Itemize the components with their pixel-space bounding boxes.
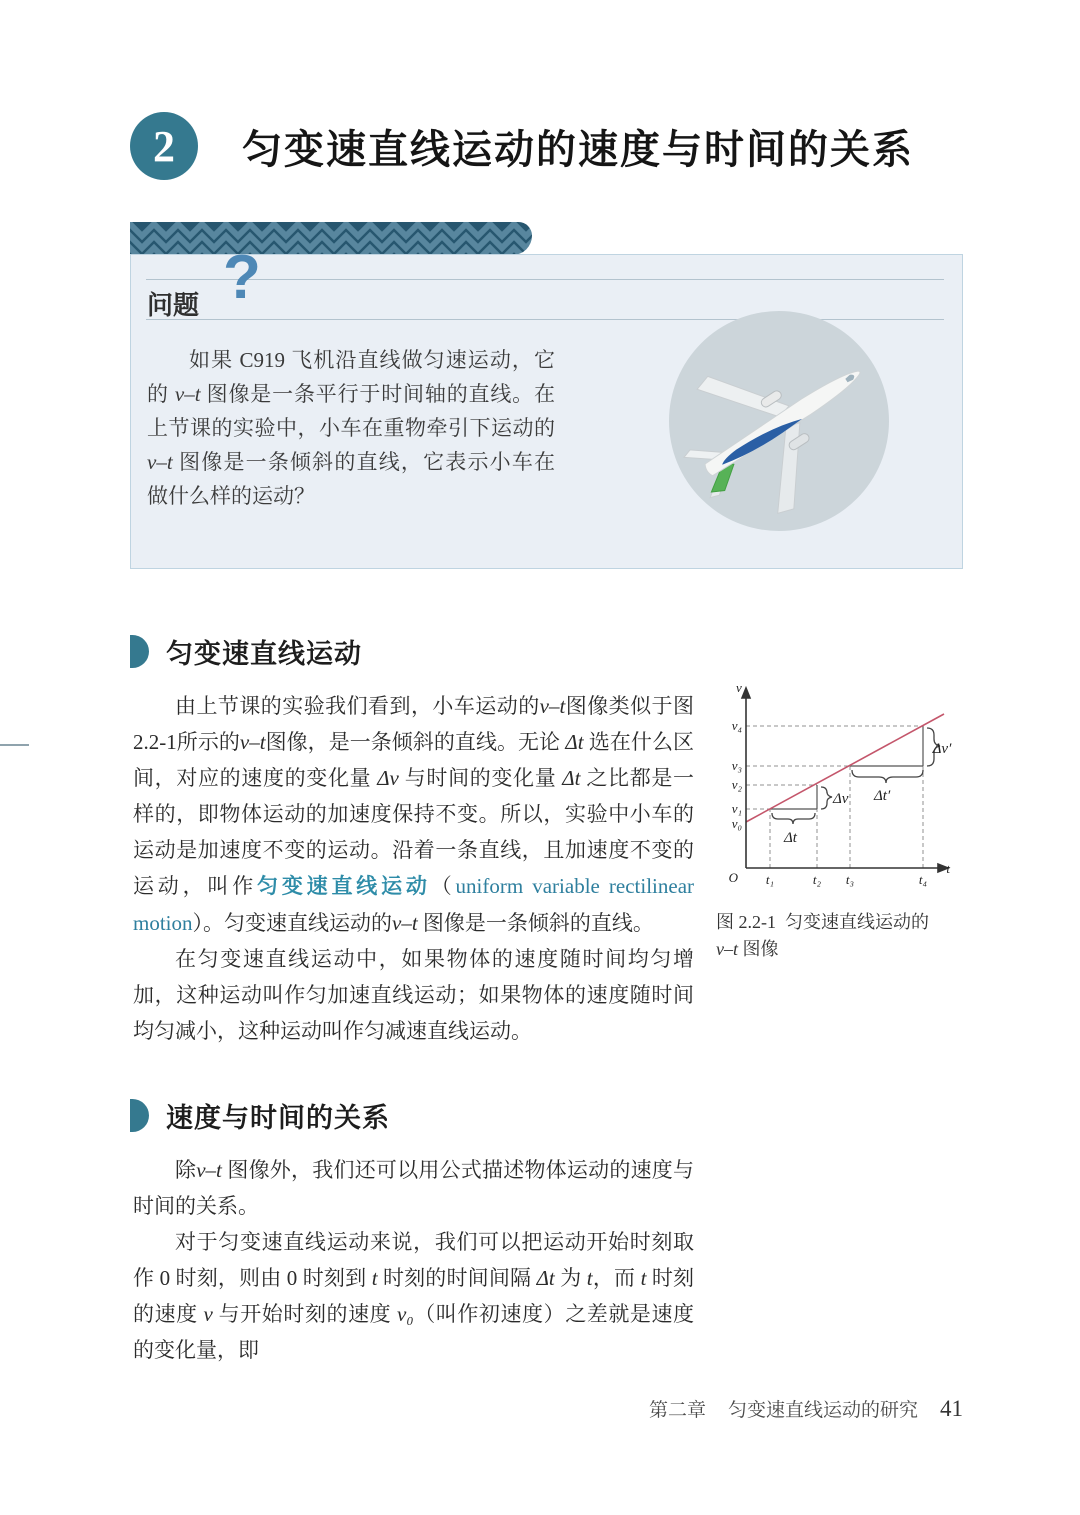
paragraph: 除v–t 图像外，我们还可以用公式描述物体运动的速度与时间的关系。 <box>133 1158 695 1218</box>
delta-t-label: Δt <box>784 830 797 846</box>
c919-airplane-illustration <box>669 311 889 531</box>
divider <box>146 279 944 280</box>
chapter-number-badge: 2 <box>130 112 198 180</box>
section2-body <box>133 1152 694 1368</box>
x-axis-label: t <box>946 861 950 876</box>
section-heading-velocity-time: 速度与时间的关系 <box>130 1096 390 1135</box>
delta-v-label: Δv <box>833 791 849 807</box>
x-tick: t₁ <box>765 872 775 887</box>
y-tick: v₀ <box>731 816 742 831</box>
x-tick: t₄ <box>918 872 928 887</box>
margin-mark-decoration <box>0 744 29 746</box>
x-tick: t₂ <box>812 872 822 887</box>
question-mark-icon: ? <box>223 243 261 312</box>
delta-v-prime-label: Δv′ <box>932 741 952 757</box>
chevron-pattern-icon <box>130 222 532 255</box>
paragraph: 在匀变速直线运动中，如果物体的速度随时间均匀增加，这种运动叫作匀加速直线运动；如果物体的速度随时间均匀减小，这种运动叫作匀减速直线运动。 <box>133 947 694 1043</box>
paragraph: 由上节课的实验我们看到，小车运动的v–t图像类似于图2.2-1所示的v–t图像，是一条倾斜的直线。无论 Δt 选在什么区间，对应的速度的变化量 Δv 与时间的变化量 Δt 之比都是一样的，即物体运动的加速度保持不变。所以，实验中小车的运动是加速度不变的运动。沿着一条直线，且加速度不变的运动，叫作匀变速直线运动（uniform variable rectilinear motion）。匀变速直线运动的v–t 图像是一条倾斜的直线。 <box>133 694 695 935</box>
page-number: 41 <box>940 1396 963 1421</box>
figure-caption-text2: v–t 图像 <box>716 939 779 959</box>
question-text: 如果 C919 飞机沿直线做匀速运动，它的 v–t 图像是一条平行于时间轴的直线。在上节课的实验中，小车在重物牵引下运动的 v–t 图像是一条倾斜的直线，它表示小车在做什么样的运动？ <box>147 348 556 509</box>
question-label: 问题 <box>147 290 200 320</box>
section1-body <box>133 688 694 1049</box>
section-heading-uniform-motion: 匀变速直线运动 <box>130 632 362 671</box>
footer-chapter-title: 匀变速直线运动的研究 <box>727 1400 918 1421</box>
page-title: 匀变速直线运动的速度与时间的关系 <box>242 127 914 172</box>
y-tick: v₃ <box>731 758 742 773</box>
section-bullet-icon <box>130 635 149 668</box>
delta-t-prime-label: Δt′ <box>874 788 891 804</box>
x-tick: t₃ <box>845 872 855 887</box>
figure-2-2-1 <box>716 676 956 963</box>
footer-chapter: 第二章 <box>648 1400 706 1421</box>
page-footer <box>649 1395 963 1422</box>
figure-caption-number: 图 2.2-1 <box>716 912 776 932</box>
question-panel <box>130 243 963 569</box>
y-tick: v₂ <box>731 777 742 792</box>
paragraph: 对于匀变速直线运动来说，我们可以把运动开始时刻取作 0 时刻，则由 0 时刻到 t 时刻的时间间隔 Δt 为 t，而 t 时刻的速度 v 与开始时刻的速度 v₀（叫作初速度）之差就是速度的变化量，即 <box>133 1230 695 1362</box>
v-t-graph <box>716 676 956 898</box>
figure-caption <box>716 909 956 963</box>
section-bullet-icon <box>130 1099 149 1132</box>
c919-photo-circle <box>669 311 889 531</box>
y-tick: v₁ <box>731 801 742 816</box>
y-axis-label: v <box>736 680 742 695</box>
chevron-band-decoration <box>130 222 532 255</box>
origin-label: O <box>728 870 738 885</box>
chapter-heading <box>130 112 914 180</box>
figure-caption-text: 匀变速直线运动的 <box>785 912 929 932</box>
y-tick: v₄ <box>731 718 742 733</box>
